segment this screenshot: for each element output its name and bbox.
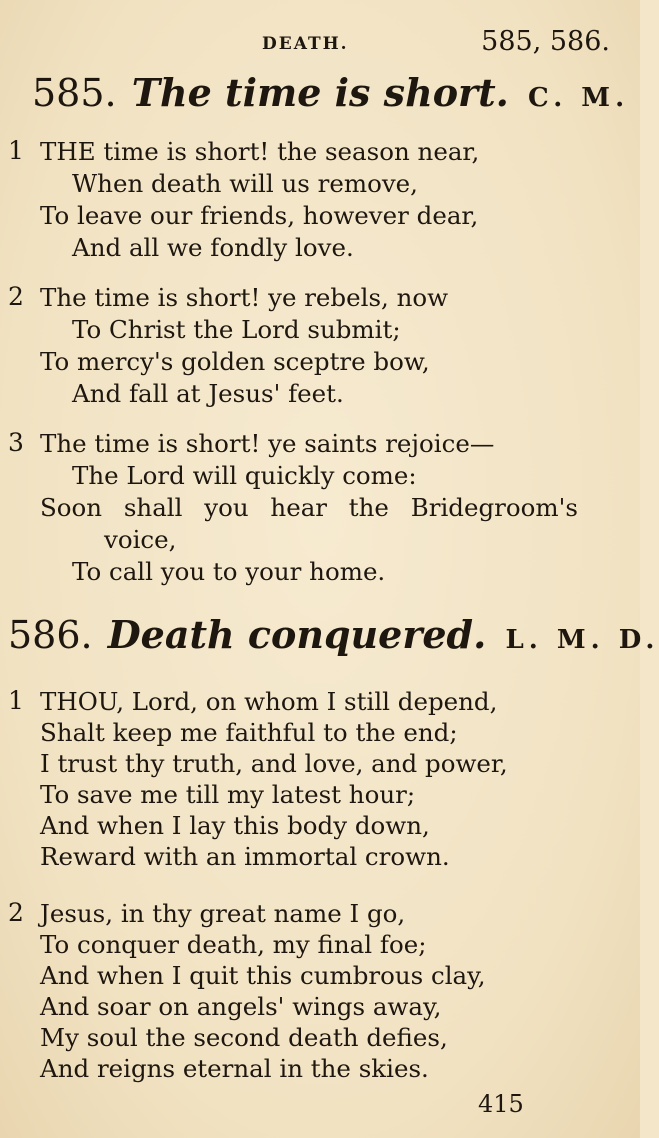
stanza-line: Jesus, in thy great name I go, (40, 899, 406, 928)
stanza-number: 1 (8, 136, 24, 165)
hymn-meter: C. M. (527, 83, 630, 113)
stanza-line: To mercy's golden sceptre bow, (40, 347, 430, 376)
stanza-line: To conquer death, my final foe; (40, 930, 427, 959)
hymn-number: 586. (8, 613, 93, 657)
stanza-number: 2 (8, 898, 24, 927)
stanza-line: And soar on angels' wings away, (40, 992, 442, 1021)
stanza-line: And when I lay this body down, (40, 811, 430, 840)
page-number: 415 (478, 1090, 524, 1118)
stanza-line: THE time is short! the season near, (40, 137, 480, 166)
stanza-line: THOU, Lord, on whom I still depend, (40, 687, 498, 716)
hymn-585-header (32, 70, 632, 120)
stanza-line: And when I quit this cumbrous clay, (40, 961, 486, 990)
stanza-line: Soon shall you hear the Bridegroom's (40, 493, 578, 522)
stanza-number: 2 (8, 282, 24, 311)
stanza-line: Reward with an immortal crown. (40, 842, 450, 871)
stanza-line: The time is short! ye saints rejoice— (40, 429, 495, 458)
stanza-number: 1 (8, 686, 24, 715)
stanza-line: My soul the second death defies, (40, 1023, 448, 1052)
stanza-line: Shalt keep me faithful to the end; (40, 718, 458, 747)
stanza-line: And all we fondly love. (72, 233, 354, 262)
stanza-line: To save me till my latest hour; (40, 780, 416, 809)
stanza-number: 3 (8, 428, 24, 457)
stanza-line: To Christ the Lord submit; (72, 315, 401, 344)
stanza-line: voice, (104, 525, 177, 554)
hymn-586-header (8, 612, 659, 662)
stanza-line: When death will us remove, (72, 169, 418, 198)
running-head-title: DEATH. (262, 34, 349, 54)
stanza-line: To leave our friends, however dear, (40, 201, 479, 230)
stanza-line: To call you to your home. (72, 557, 386, 586)
hymn-meter: L. M. D. (505, 625, 659, 655)
hymn-title: Death conquered. (107, 612, 487, 657)
stanza-line: And fall at Jesus' feet. (72, 379, 344, 408)
stanza-line: And reigns eternal in the skies. (40, 1054, 429, 1083)
hymn-title: The time is short. (131, 70, 509, 115)
hymn-number: 585. (32, 71, 117, 115)
running-head (0, 26, 640, 60)
running-head-page-numbers: 585, 586. (481, 26, 610, 57)
stanza-line: The time is short! ye rebels, now (40, 283, 449, 312)
stanza-line: The Lord will quickly come: (72, 461, 417, 490)
stanza-line: I trust thy truth, and love, and power, (40, 749, 508, 778)
